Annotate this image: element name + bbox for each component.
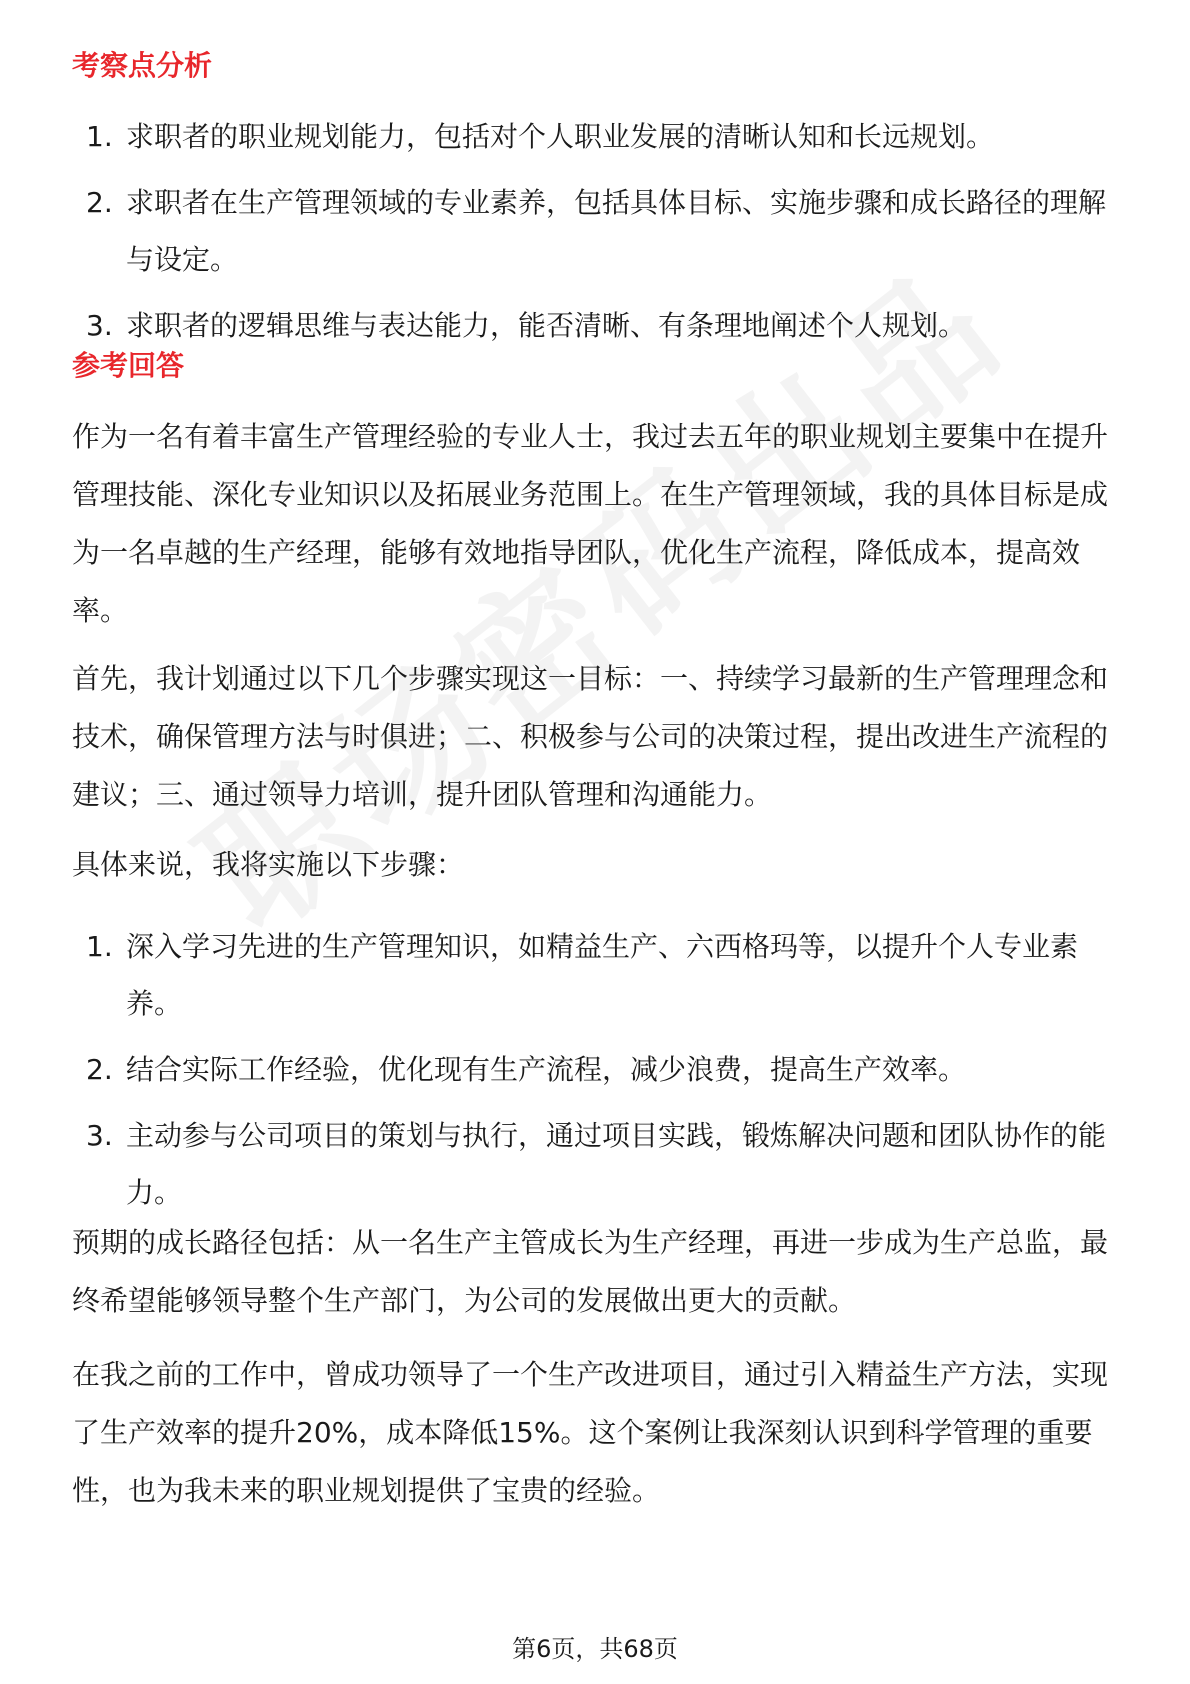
answer-paragraph-3: 具体来说，我将实施以下步骤：: [72, 848, 465, 881]
steps-list: [72, 918, 1112, 1230]
answer-paragraph-5: 在我之前的工作中，曾成功领导了一个生产改进项目，通过引入精益生产方法，实现了生产效率的提升20%，成本降低15%。这个案例让我深刻认识到科学管理的重要性，也为我未来的职业规划提供了宝贵的经验。: [72, 1358, 1109, 1507]
list-number: 3.: [86, 309, 113, 342]
answer-paragraph-4: 预期的成长路径包括：从一名生产主管成长为生产经理，再进一步成为生产总监，最终希望能够领导整个生产部门，为公司的发展做出更大的贡献。: [72, 1226, 1109, 1317]
list-item: [72, 1041, 1112, 1098]
list-item: [72, 108, 1112, 165]
list-text: 结合实际工作经验，优化现有生产流程，减少浪费，提高生产效率。: [126, 1053, 967, 1086]
page-number: 第6页，共68页: [512, 1635, 678, 1663]
answer-paragraph-1: 作为一名有着丰富生产管理经验的专业人士，我过去五年的职业规划主要集中在提升管理技能、深化专业知识以及拓展业务范围上。在生产管理领域，我的具体目标是成为一名卓越的生产经理，能够有效地指导团队，优化生产流程，降低成本，提高效率。: [72, 420, 1109, 627]
section-heading-answer: 参考回答: [72, 349, 185, 382]
list-text: 求职者的职业规划能力，包括对个人职业发展的清晰认知和长远规划。: [126, 120, 995, 153]
answer-paragraph-2: 首先，我计划通过以下几个步骤实现这一目标：一、持续学习最新的生产管理理念和技术，确保管理方法与时俱进；二、积极参与公司的决策过程，提出改进生产流程的建议；三、通过领导力培训，提升团队管理和沟通能力。: [72, 662, 1109, 811]
list-item: [72, 297, 1112, 354]
list-number: 1.: [86, 120, 113, 153]
list-number: 1.: [86, 930, 113, 963]
list-item: [72, 174, 1112, 288]
list-text: 深入学习先进的生产管理知识，如精益生产、六西格玛等，以提升个人专业素养。: [126, 930, 1079, 1020]
list-number: 2.: [86, 186, 113, 219]
list-text: 求职者的逻辑思维与表达能力，能否清晰、有条理地阐述个人规划。: [126, 309, 967, 342]
list-text: 求职者在生产管理领域的专业素养，包括具体目标、实施步骤和成长路径的理解与设定。: [126, 186, 1107, 276]
list-number: 2.: [86, 1053, 113, 1086]
list-text: 主动参与公司项目的策划与执行，通过项目实践，锻炼解决问题和团队协作的能力。: [126, 1119, 1107, 1209]
analysis-list: [72, 108, 1112, 363]
section-heading-analysis: 考察点分析: [72, 49, 213, 82]
list-number: 3.: [86, 1119, 113, 1152]
list-item: [72, 918, 1112, 1032]
list-item: [72, 1107, 1112, 1221]
